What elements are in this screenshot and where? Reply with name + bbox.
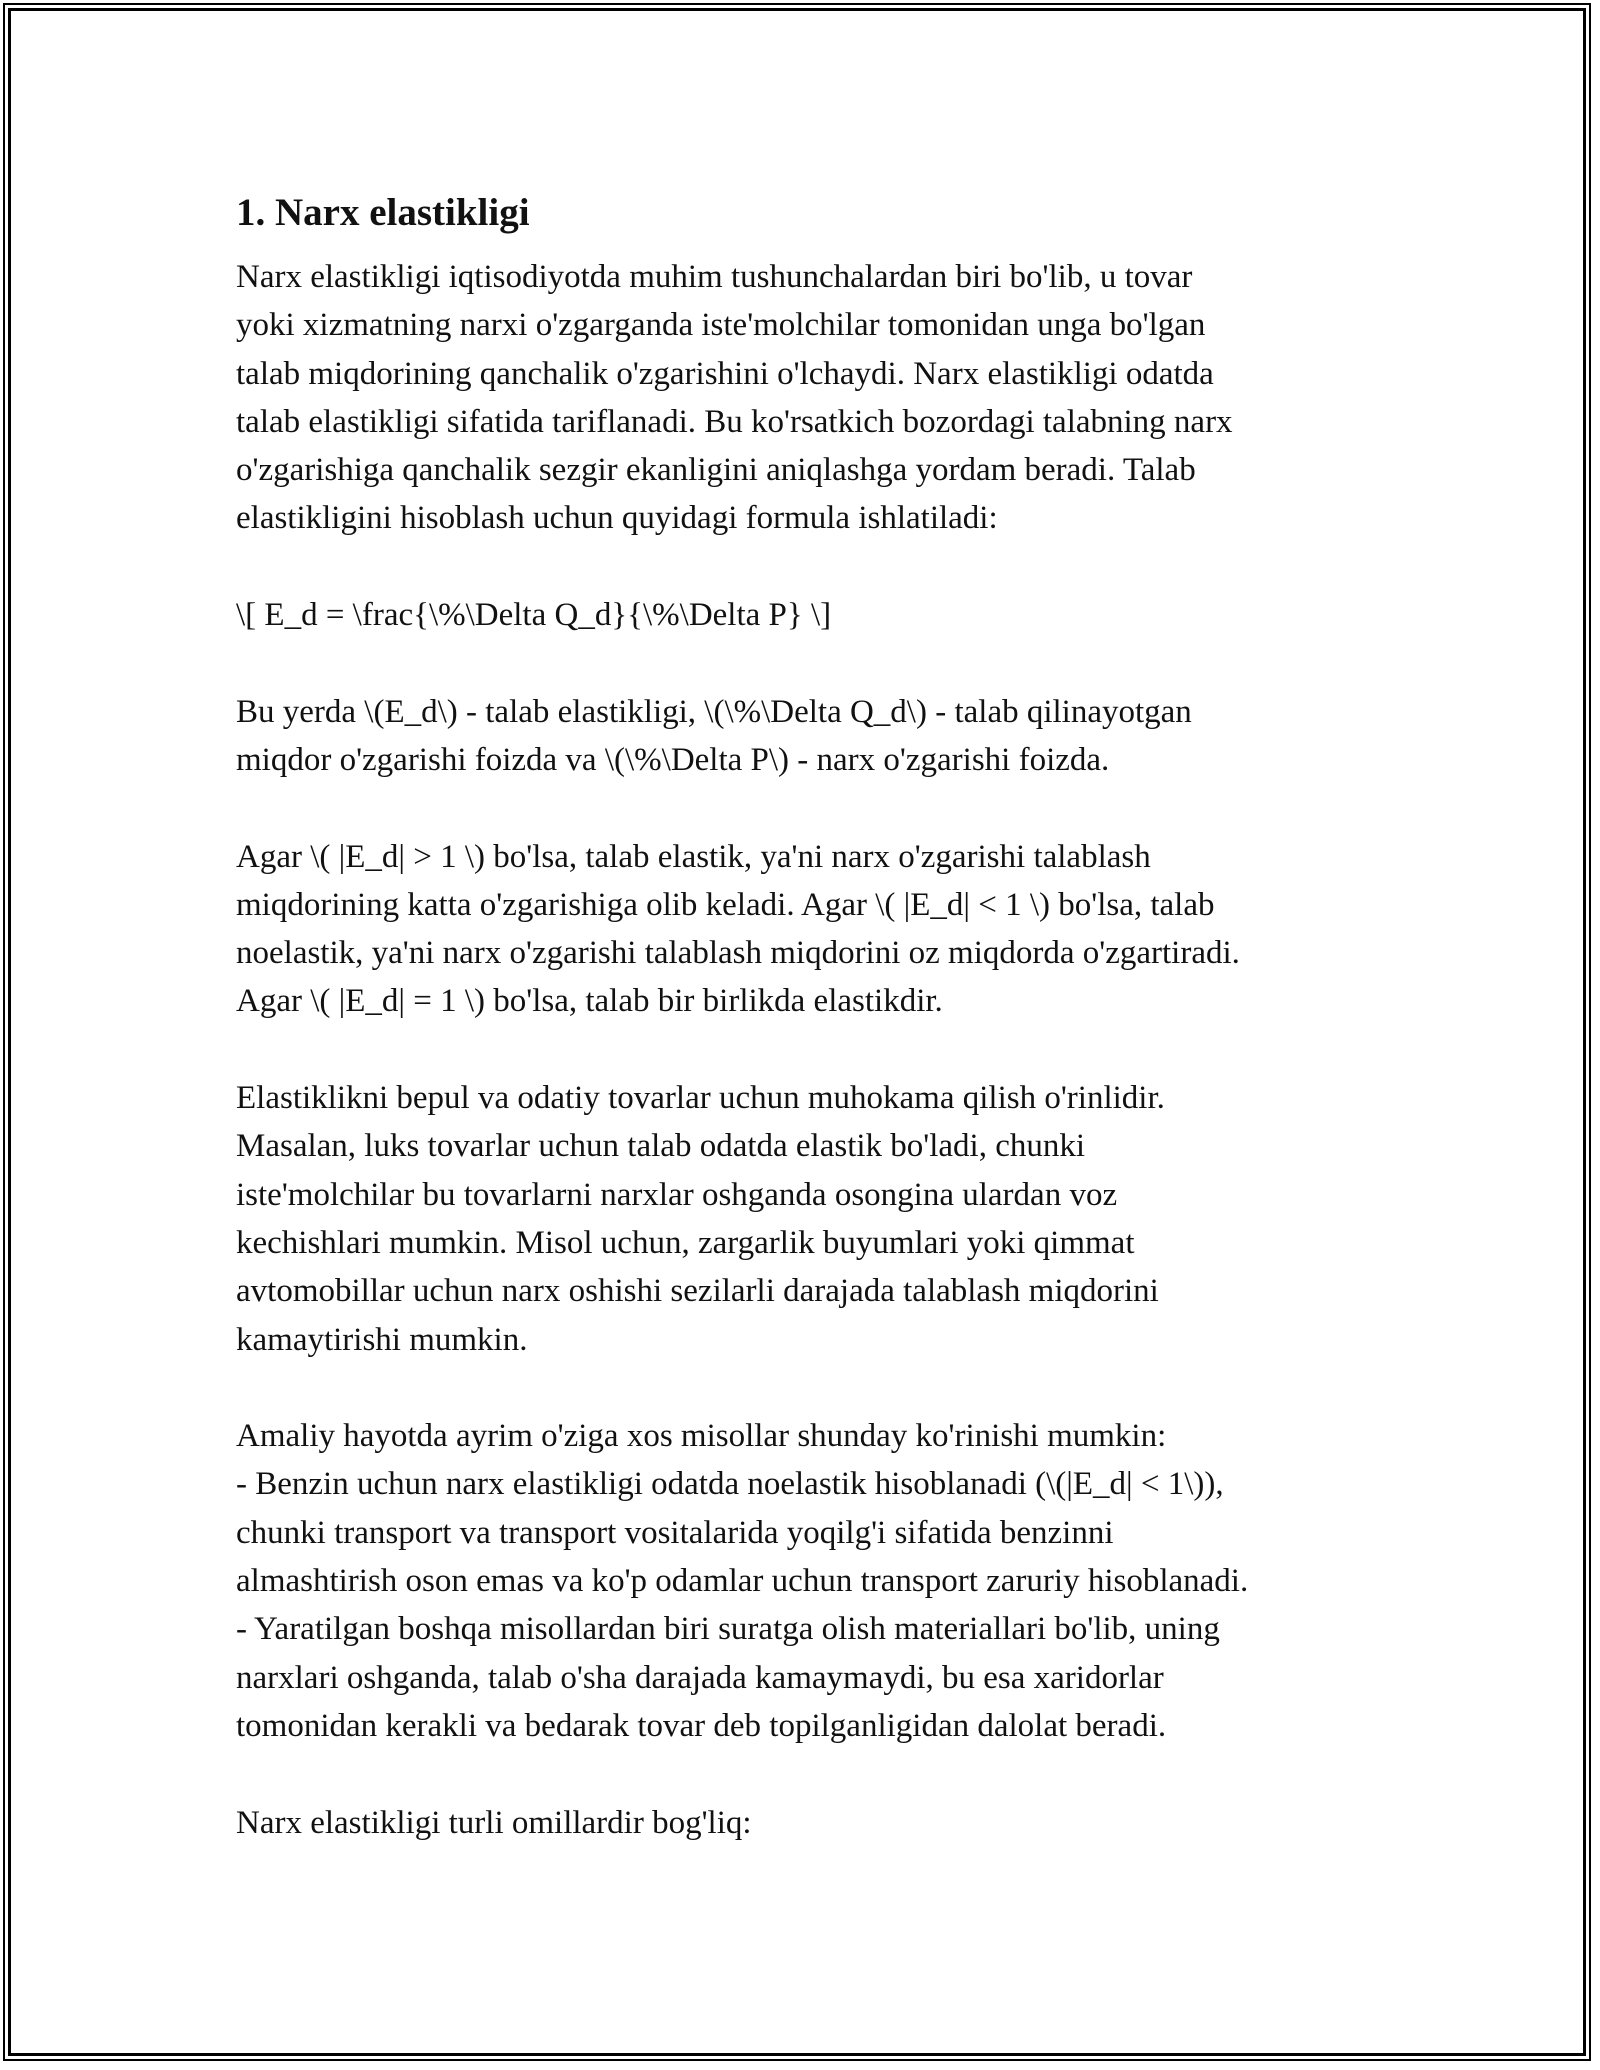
text-line: Amaliy hayotda ayrim o'ziga xos misollar shunday ko'rinishi mumkin: — [236, 1418, 1167, 1455]
document-body — [236, 185, 1386, 1895]
section-heading: 1. Narx elastikligi — [236, 191, 530, 234]
paragraph-factors-intro — [236, 1799, 1386, 1847]
text-line: kamaytirishi mumkin. — [236, 1321, 528, 1358]
text-line: kechishlari mumkin. Misol uchun, zargarlik buyumlari yoki qimmat — [236, 1224, 1135, 1261]
text-line: narxlari oshganda, talab o'sha darajada kamaymaydi, bu esa xaridorlar — [236, 1659, 1164, 1696]
text-line: talab elastikligi sifatida tariflanadi. Bu ko'rsatkich bozordagi talabning narx — [236, 403, 1233, 440]
paragraph-elasticity-cases — [236, 833, 1386, 1026]
text-line: o'zgarishiga qanchalik sezgir ekanligini aniqlashga yordam beradi. Talab — [236, 452, 1196, 489]
text-line: Agar \( |E_d| = 1 \) bo'lsa, talab bir birlikda elastikdir. — [236, 983, 943, 1020]
text-line: avtomobillar uchun narx oshishi sezilarli darajada talablash miqdorini — [236, 1273, 1159, 1310]
text-line: miqdorining katta o'zgarishiga olib keladi. Agar \( |E_d| < 1 \) bo'lsa, talab — [236, 886, 1215, 923]
text-line: Masalan, luks tovarlar uchun talab odatda elastik bo'ladi, chunki — [236, 1128, 1086, 1165]
text-line: tomonidan kerakli va bedarak tovar deb topilganligidan dalolat beradi. — [236, 1707, 1167, 1744]
text-line: Narx elastikligi iqtisodiyotda muhim tushunchalardan biri bo'lib, u tovar — [236, 259, 1193, 295]
text-line: Bu yerda \(E_d\) - talab elastikligi, \(\%\Delta Q_d\) - talab qilinayotgan — [236, 693, 1192, 730]
text-line: yoki xizmatning narxi o'zgarganda iste'molchilar tomonidan unga bo'lgan — [236, 307, 1206, 344]
text-line: noelastik, ya'ni narx o'zgarishi talablash miqdorini oz miqdorda o'zgartiradi. — [236, 935, 1240, 972]
text-line: almashtirish oson emas va ko'p odamlar uchun transport zaruriy hisoblanadi. — [236, 1563, 1249, 1600]
text-line: chunki transport va transport vositalarida yoqilg'i sifatida benzinni — [236, 1514, 1114, 1551]
text-line: Agar \( |E_d| > 1 \) bo'lsa, talab elastik, ya'ni narx o'zgarishi talablash — [236, 838, 1151, 875]
text-line: elastikligini hisoblash uchun quyidagi formula ishlatiladi: — [236, 500, 998, 537]
paragraph-formula — [236, 591, 1386, 639]
text-line: talab miqdorining qanchalik o'zgarishini o'lchaydi. Narx elastikligi odatda — [236, 355, 1214, 392]
text-line: - Yaratilgan boshqa misollardan biri suratga olish materiallari bo'lib, uning — [236, 1611, 1220, 1648]
text-line: miqdor o'zgarishi foizda va \(\%\Delta P\) - narx o'zgarishi foizda. — [236, 741, 1110, 778]
paragraph-practical-examples — [236, 1412, 1386, 1750]
paragraph-luxury-goods — [236, 1074, 1386, 1364]
text-line: Elastiklikni bepul va odatiy tovarlar uchun muhokama qilish o'rinlidir. — [236, 1080, 1165, 1117]
text-line: Narx elastikligi turli omillardir bog'liq: — [236, 1804, 752, 1841]
text-line: iste'molchilar bu tovarlarni narxlar oshganda osongina ulardan voz — [236, 1176, 1118, 1213]
formula-line: \[ E_d = \frac{\%\Delta Q_d}{\%\Delta P} \] — [236, 597, 832, 634]
paragraph-formula-legend — [236, 688, 1386, 785]
text-line: - Benzin uchun narx elastikligi odatda noelastik hisoblanadi (\(|E_d| < 1\)), — [236, 1466, 1224, 1503]
paragraph-intro — [236, 253, 1386, 543]
